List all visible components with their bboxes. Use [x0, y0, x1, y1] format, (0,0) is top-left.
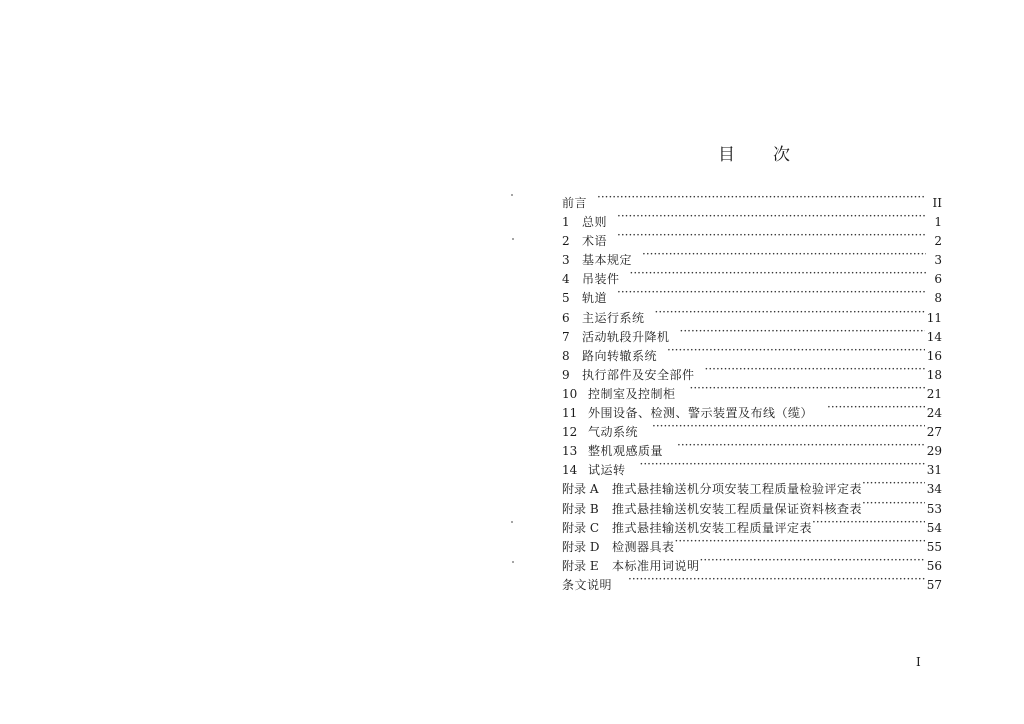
- toc-entry-number: 13: [562, 444, 578, 459]
- dot-leader: [705, 360, 925, 379]
- toc-entry-number: 4: [562, 272, 570, 287]
- toc-entry-label: 条文说明: [562, 577, 613, 592]
- table-of-contents: [562, 188, 942, 592]
- toc-entry-page: 6: [934, 272, 942, 287]
- toc-entry-page: 16: [926, 348, 942, 363]
- toc-entry-page: 55: [926, 539, 942, 554]
- toc-entry-label: 路向转辙系统: [582, 348, 658, 363]
- toc-entry-page: 27: [926, 425, 942, 440]
- toc-entry-label: 推式悬挂输送机安装工程质量评定表: [612, 520, 813, 535]
- toc-entry-label: 执行部件及安全部件: [582, 367, 695, 382]
- toc-entry-page: 11: [926, 310, 942, 325]
- toc-entry-number: 附录 D: [562, 539, 600, 554]
- scan-speck: [511, 521, 513, 523]
- toc-entry-page: 34: [926, 482, 942, 497]
- toc-entry-number: 10: [562, 386, 578, 401]
- dot-leader: [617, 207, 926, 226]
- toc-entry-number: 8: [562, 348, 570, 363]
- toc-heading: 目次: [718, 145, 828, 165]
- dot-leader: [597, 188, 926, 207]
- toc-entry-label: 整机观感质量: [588, 444, 664, 459]
- toc-entry-number: 6: [562, 310, 570, 325]
- toc-entry-page: 18: [926, 367, 942, 382]
- toc-entry-number: 12: [562, 425, 578, 440]
- scan-speck: [512, 238, 514, 240]
- toc-entry-page: 3: [934, 253, 942, 268]
- toc-entry[interactable]: [562, 226, 942, 249]
- toc-entry-label: 术语: [582, 234, 608, 249]
- toc-entry-number: 11: [562, 406, 578, 421]
- toc-entry-page: 24: [926, 406, 942, 421]
- toc-entry-number: 2: [562, 234, 570, 249]
- dot-leader: [812, 513, 925, 532]
- dot-leader: [690, 379, 925, 398]
- toc-entry-number: 1: [562, 215, 570, 230]
- toc-entry-page: 2: [934, 234, 942, 249]
- dot-leader: [617, 283, 926, 302]
- toc-entry-page: 8: [934, 291, 942, 306]
- dot-leader: [640, 455, 925, 474]
- dot-leader: [642, 245, 926, 264]
- toc-entry-page: II: [932, 196, 942, 210]
- toc-entry-label: 基本规定: [582, 253, 633, 268]
- dot-leader: [677, 436, 925, 455]
- toc-entry-number: 附录 C: [562, 520, 599, 535]
- toc-entry-page: 53: [926, 501, 942, 516]
- toc-entry[interactable]: [562, 283, 942, 306]
- toc-entry-number: 5: [562, 291, 570, 306]
- toc-entry[interactable]: [562, 303, 942, 325]
- toc-entry-number: 7: [562, 329, 570, 344]
- dot-leader: [680, 322, 925, 341]
- scan-speck: [512, 561, 514, 563]
- toc-entry-label: 主运行系统: [582, 310, 645, 325]
- toc-entry-number: 14: [562, 463, 578, 478]
- dot-leader: [652, 417, 925, 436]
- toc-entry-page: 57: [926, 577, 942, 592]
- toc-entry-label: 气动系统: [588, 425, 639, 440]
- toc-entry-label: 活动轨段升降机: [582, 329, 670, 344]
- toc-entry-label: 检测器具表: [612, 539, 675, 554]
- toc-entry-label: 轨道: [582, 291, 608, 306]
- toc-entry-page: 31: [926, 463, 942, 478]
- toc-entry[interactable]: [562, 207, 942, 230]
- dot-leader: [628, 570, 925, 589]
- dot-leader: [827, 398, 925, 417]
- toc-entry-number: 9: [562, 367, 570, 382]
- toc-entry-page: 56: [926, 558, 942, 573]
- toc-entry-label: 本标准用词说明: [612, 558, 700, 573]
- toc-entry-label: 推式悬挂输送机安装工程质量保证资料核查表: [612, 501, 863, 516]
- toc-entry-label: 吊装件: [582, 272, 620, 287]
- toc-entry-number: 3: [562, 253, 570, 268]
- toc-entry-page: 1: [934, 215, 942, 230]
- toc-entry-page: 14: [926, 329, 942, 344]
- dot-leader: [655, 303, 925, 322]
- dot-leader: [675, 532, 925, 551]
- toc-entry-number: 附录 A: [562, 482, 599, 497]
- toc-entry-label: 控制室及控制柜: [588, 386, 676, 401]
- dot-leader: [667, 341, 925, 360]
- dot-leader: [700, 551, 925, 570]
- toc-entry-label: 推式悬挂输送机分项安装工程质量检验评定表: [612, 482, 863, 497]
- toc-entry[interactable]: [562, 188, 942, 210]
- dot-leader: [862, 474, 925, 493]
- toc-entry-number: 附录 B: [562, 501, 599, 516]
- toc-entry-label: 前言: [562, 196, 588, 210]
- dot-leader: [862, 494, 925, 513]
- toc-entry-label: 总则: [582, 215, 608, 230]
- dot-leader: [630, 264, 926, 283]
- scan-speck: [511, 194, 513, 196]
- toc-entry-number: 附录 E: [562, 558, 599, 573]
- toc-entry-page: 54: [926, 520, 942, 535]
- toc-entry-label: 外围设备、检测、警示装置及布线（缆）: [588, 406, 814, 421]
- dot-leader: [617, 226, 926, 245]
- toc-entry-page: 29: [926, 444, 942, 459]
- toc-entry[interactable]: [562, 245, 942, 268]
- page-number: I: [916, 655, 921, 669]
- toc-entry-label: 试运转: [588, 463, 626, 478]
- toc-entry-page: 21: [926, 386, 942, 401]
